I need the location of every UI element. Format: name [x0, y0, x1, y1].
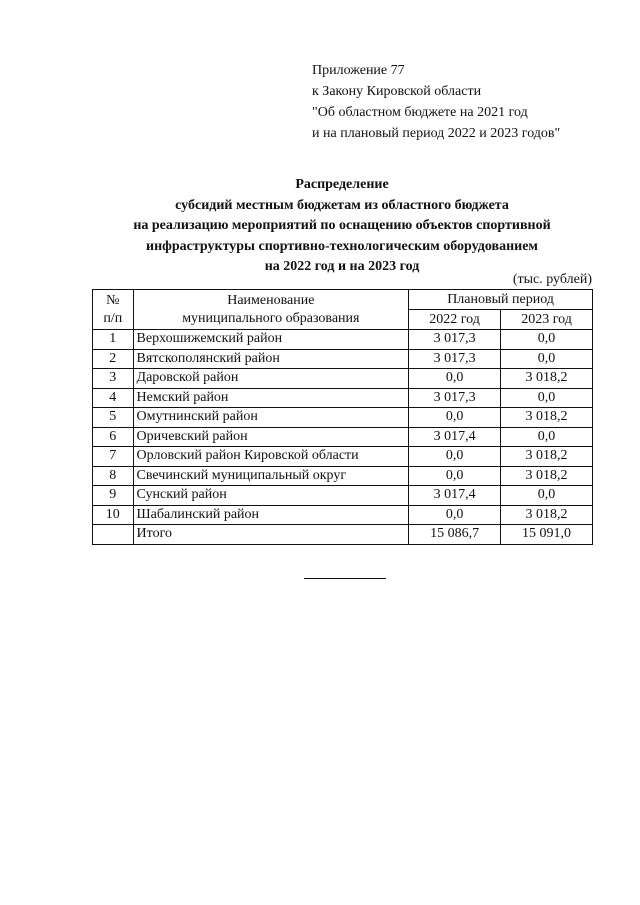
- header-year-2022: 2022 год: [409, 310, 501, 330]
- title-line: субсидий местным бюджетам из областного бюджета: [175, 197, 509, 213]
- row-value-2022: 0,0: [409, 447, 501, 467]
- row-name: Вятскополянский район: [133, 349, 409, 369]
- row-value-2023: 3 018,2: [501, 408, 593, 428]
- row-num: 5: [93, 408, 134, 428]
- annex-line: Приложение 77: [312, 63, 405, 78]
- row-num: 1: [93, 330, 134, 350]
- annex-line: к Закону Кировской области: [312, 84, 482, 99]
- row-value-2023: 0,0: [501, 486, 593, 506]
- row-num: 9: [93, 486, 134, 506]
- header-num-line1: №: [106, 292, 120, 308]
- row-name: Оричевский район: [133, 427, 409, 447]
- header-name-line2: муниципального образования: [182, 310, 360, 326]
- row-name: Немский район: [133, 388, 409, 408]
- table-body: [93, 330, 593, 545]
- annex-line: "Об областном бюджете на 2021 год: [312, 105, 528, 120]
- row-num: 8: [93, 466, 134, 486]
- total-label: Итого: [133, 525, 409, 545]
- row-value-2023: 0,0: [501, 330, 593, 350]
- header-name-line1: Наименование: [227, 292, 315, 308]
- row-name: Свечинский муниципальный округ: [133, 466, 409, 486]
- header-year-2023: 2023 год: [501, 310, 593, 330]
- row-value-2023: 0,0: [501, 427, 593, 447]
- row-value-2023: 0,0: [501, 349, 593, 369]
- table-total-row: [93, 525, 593, 545]
- row-value-2022: 3 017,3: [409, 330, 501, 350]
- row-value-2023: 0,0: [501, 388, 593, 408]
- title-line: на реализацию мероприятий по оснащению объектов спортивной: [133, 218, 551, 233]
- title-line: Распределение: [295, 177, 389, 192]
- table-row: [93, 427, 593, 447]
- units-label: (тыс. рублей): [512, 272, 592, 287]
- row-name: Сунский район: [133, 486, 409, 506]
- row-name: Орловский район Кировской области: [133, 447, 409, 467]
- table-row: [93, 369, 593, 389]
- header-num-line2: п/п: [103, 310, 123, 326]
- total-value-2022: 15 086,7: [409, 525, 501, 545]
- row-name: Омутнинский район: [133, 408, 409, 428]
- row-value-2022: 0,0: [409, 369, 501, 389]
- row-num: 7: [93, 447, 134, 467]
- row-name: Верхошижемский район: [133, 330, 409, 350]
- table-row: [93, 447, 593, 467]
- title-line: на 2022 год и на 2023 год: [264, 259, 420, 274]
- row-value-2022: 3 017,3: [409, 349, 501, 369]
- row-value-2022: 0,0: [409, 505, 501, 525]
- row-num: 2: [93, 349, 134, 369]
- title-line: инфраструктуры спортивно-технологическим оборудованием: [146, 238, 538, 254]
- row-num: 3: [93, 369, 134, 389]
- row-value-2022: 0,0: [409, 408, 501, 428]
- row-value-2022: 3 017,4: [409, 486, 501, 506]
- table-row: [93, 330, 593, 350]
- table-row: [93, 505, 593, 525]
- row-num: 6: [93, 427, 134, 447]
- closing-rule: [304, 578, 386, 579]
- row-num: 10: [93, 505, 134, 525]
- table-header-row: [93, 290, 593, 310]
- table-row: [93, 388, 593, 408]
- row-name: Шабалинский район: [133, 505, 409, 525]
- table-row: [93, 349, 593, 369]
- table-row: [93, 466, 593, 486]
- annex-block: [312, 60, 560, 144]
- row-value-2023: 3 018,2: [501, 466, 593, 486]
- header-num: [93, 290, 134, 330]
- row-value-2022: 3 017,4: [409, 427, 501, 447]
- table-row: [93, 408, 593, 428]
- row-name: Даровской район: [133, 369, 409, 389]
- row-value-2023: 3 018,2: [501, 505, 593, 525]
- row-value-2022: 3 017,3: [409, 388, 501, 408]
- row-value-2023: 3 018,2: [501, 447, 593, 467]
- header-name: [133, 290, 409, 330]
- header-period: Плановый период: [409, 290, 593, 310]
- row-value-2023: 3 018,2: [501, 369, 593, 389]
- total-value-2023: 15 091,0: [501, 525, 593, 545]
- table-row: [93, 486, 593, 506]
- subsidy-table: [92, 289, 593, 545]
- row-num: 4: [93, 388, 134, 408]
- row-value-2022: 0,0: [409, 466, 501, 486]
- annex-line: и на плановый период 2022 и 2023 годов": [312, 126, 561, 141]
- total-num: [93, 525, 134, 545]
- document-title: [92, 175, 592, 278]
